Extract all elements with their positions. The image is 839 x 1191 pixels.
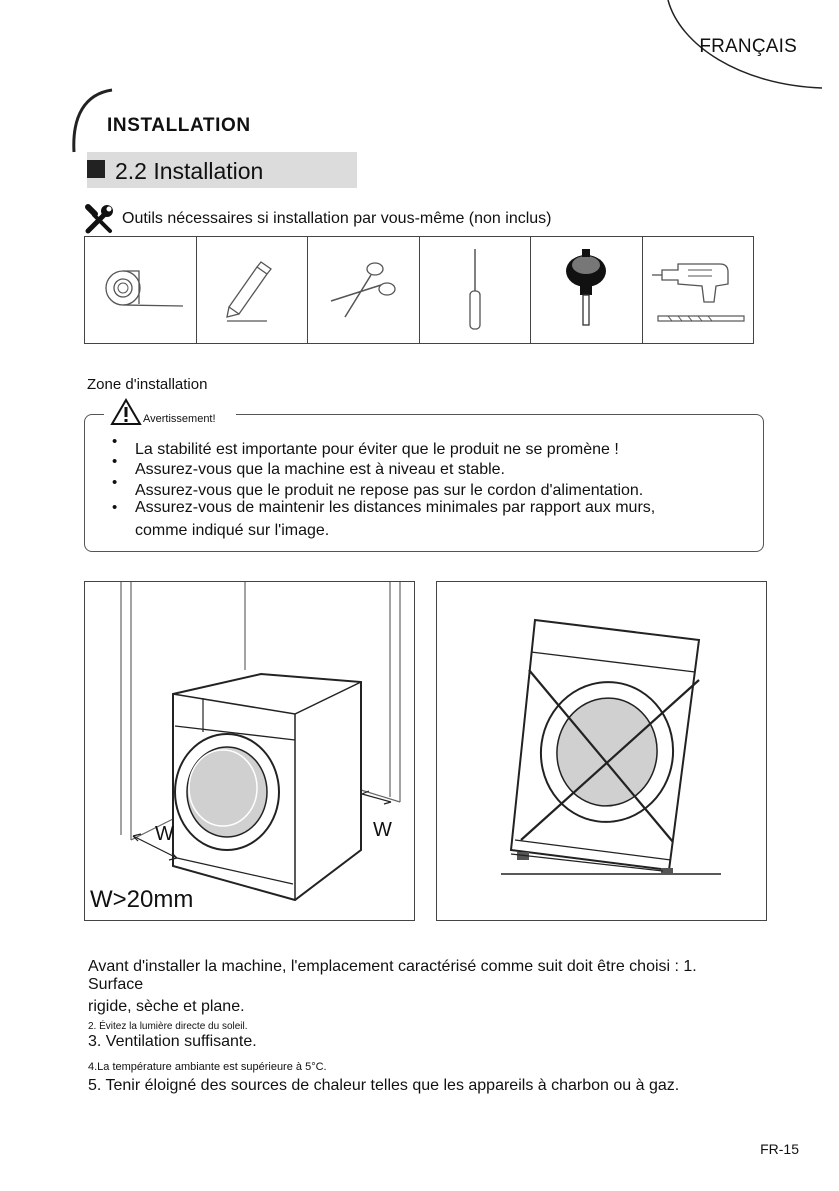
instruction-line: 3. Ventilation suffisante.	[88, 1033, 257, 1050]
washer-wall-illustration	[85, 582, 413, 919]
bullet: •	[112, 474, 118, 491]
page-number: FR-15	[760, 1141, 799, 1157]
bullet: •	[112, 433, 118, 450]
warning-item: comme indiqué sur l'image.	[135, 522, 330, 539]
bullet: •	[112, 499, 118, 516]
pencil-icon	[217, 255, 287, 325]
tool-cell	[531, 237, 643, 343]
tools-title: Outils nécessaires si installation par vous-même (non inclus)	[122, 210, 552, 227]
subsection-title: 2.2 Installation	[115, 158, 264, 184]
tilted-washer-illustration	[437, 582, 765, 919]
warning-item: Assurez-vous que le produit ne repose pas sur le cordon d'alimentation.	[135, 482, 644, 499]
instruction-line: Surface	[88, 976, 144, 993]
tool-cell	[85, 237, 197, 343]
tool-cell	[308, 237, 420, 343]
instruction-line: Avant d'installer la machine, l'emplacement caractérisé comme suit doit être choisi : 1.	[88, 958, 697, 975]
warning-item: Assurez-vous de maintenir les distances minimales par rapport aux murs,	[135, 499, 656, 516]
tool-cell	[420, 237, 532, 343]
tools-table	[84, 236, 754, 344]
tool-cell	[197, 237, 309, 343]
tool-cell	[643, 237, 754, 343]
scissors-icon	[323, 255, 403, 325]
warning-item: La stabilité est importante pour éviter que le produit ne se promène !	[135, 441, 619, 458]
screwdriver-icon	[460, 245, 490, 335]
instruction-line: 2. Évitez la lumière directe du soleil.	[88, 1021, 248, 1032]
wrench-screwdriver-icon	[84, 203, 116, 235]
zone-title: Zone d'installation	[87, 376, 208, 393]
w-label-right: W	[373, 819, 392, 841]
adjustable-foot-icon	[556, 245, 616, 335]
tape-measure-icon	[95, 260, 185, 320]
warning-triangle-icon	[110, 398, 142, 426]
section-title: INSTALLATION	[107, 115, 251, 136]
warning-label: Avertissement!	[143, 413, 216, 425]
drill-icon	[648, 250, 748, 330]
instruction-line: rigide, sèche et plane.	[88, 998, 245, 1015]
w-label-left: W	[155, 823, 174, 845]
language-label: FRANÇAIS	[699, 36, 797, 57]
w-formula: W>20mm	[90, 886, 194, 913]
figure-tilted-incorrect	[436, 581, 767, 921]
bullet: •	[112, 453, 118, 470]
warning-item: Assurez-vous que la machine est à niveau et stable.	[135, 461, 505, 478]
instruction-line: 4.La température ambiante est supérieure à 5°C.	[88, 1061, 327, 1073]
subsection-square-icon	[87, 160, 105, 178]
figure-wall-distance	[84, 581, 415, 921]
instruction-line: 5. Tenir éloigné des sources de chaleur telles que les appareils à charbon ou à gaz.	[88, 1077, 680, 1094]
